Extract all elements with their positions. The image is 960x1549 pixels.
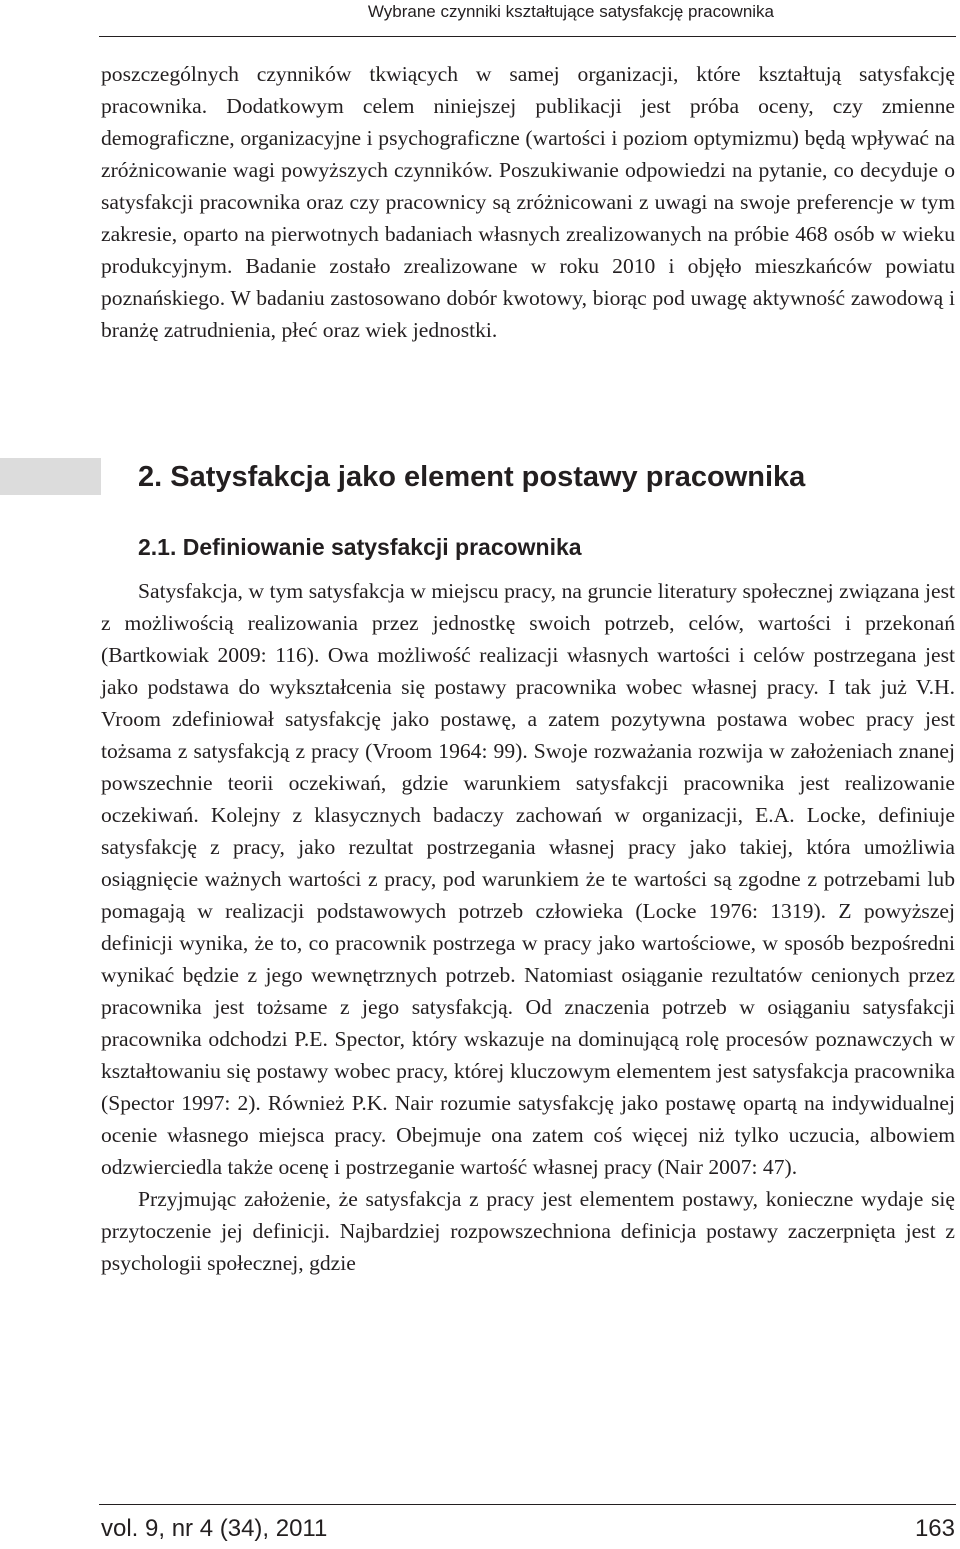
header-rule bbox=[99, 36, 956, 37]
intro-paragraph: poszczególnych czynników tkwiących w samej organizacji, które kształtują satysfakcję pracownika. Dodatkowym celem niniejszej publikacji jest próba oceny, czy zmienne demograficzne, organizacyjne i psychograficzne (wartości i poziom optymizmu) będą wpływać na zróżnicowanie wagi powyższych czynników. Poszukiwanie odpowiedzi na pytanie, co decyduje o satysfakcji pracownika oraz czy pracownicy są zróżnicowani z uwagi na swoje preferencje w tym zakresie, oparto na pierwotnych badaniach własnych zrealizowanych na próbie 468 osób w wieku produkcyjnym. Badanie zostało zrealizowane w roku 2010 i objęło mieszkańców powiatu poznańskiego. W badaniu zastosowano dobór kwotowy, biorąc pod uwagę aktywność zawodową i branżę zatrudnienia, płeć oraz wiek jednostki. bbox=[101, 62, 955, 342]
footer-rule bbox=[99, 1504, 956, 1505]
section-heading: 2. Satysfakcja jako element postawy pracownika bbox=[138, 461, 806, 493]
page-footer bbox=[101, 1512, 955, 1546]
section-body bbox=[101, 575, 955, 1279]
page-number: 163 bbox=[914, 1515, 955, 1542]
running-title: Wybrane czynniki kształtujące satysfakcję pracownika bbox=[367, 2, 774, 21]
section-marker bbox=[0, 458, 101, 495]
intro-text bbox=[101, 58, 955, 346]
running-header bbox=[0, 0, 960, 24]
body-paragraph-2: Przyjmując założenie, że satysfakcja z pracy jest elementem postawy, konieczne wydaje się przytoczenie jej definicji. Najbardziej rozpowszechniona definicja postawy zaczerpnięta jest z psychologii społecznej, gdzie bbox=[101, 1187, 955, 1275]
journal-issue: vol. 9, nr 4 (34), 2011 bbox=[101, 1515, 328, 1542]
subsection-heading: 2.1. Definiowanie satysfakcji pracownika bbox=[138, 534, 582, 560]
body-paragraph-1: Satysfakcja, w tym satysfakcja w miejscu pracy, na gruncie literatury społecznej związana jest z możliwością realizowania przez jednostkę swoich potrzeb, celów, wartości i przekonań (Bartkowiak 2009: 116). Owa możliwość realizacji własnych wartości i celów postrzegana jest jako podstawa do wykształcenia się postawy pracownika wobec własnej pracy. I tak już V.H. Vroom zdefiniował satysfakcję jako postawę, a zatem pozytywna postawa wobec pracy jest tożsama z satysfakcją z pracy (Vroom 1964: 99). Swoje rozważania rozwija w założeniach znanej powszechnie teorii oczekiwań, gdzie warunkiem satysfakcji pracownika jest realizowanie oczekiwań. Kolejny z klasycznych badaczy zachowań w organizacji, E.A. Locke, definiuje satysfakcję z pracy, jako rezultat postrzegania własnej pracy jako takiej, która umożliwia osiągnięcie ważnych wartości z pracy, pod warunkiem że te wartości są zgodne z potrzebami lub pomagają w realizacji podstawowych potrzeb człowieka (Locke 1976: 1319). Z powyższej definicji wynika, że to, co pracownik postrzega w pracy jako wartościowe, w sposób bezpośredni wynikać będzie z jego wewnętrznych potrzeb. Natomiast osiąganie rezultatów cenionych przez pracownika jest tożsame z jego satysfakcją. Od znaczenia potrzeb w osiąganiu satysfakcji pracownika odchodzi P.E. Spector, który wskazuje na dominującą rolę procesów poznawczych w kształtowaniu się postawy wobec pracy, której kluczowym elementem jest satysfakcja pracownika (Spector 1997: 2). Również P.K. Nair rozumie satysfakcję jako postawę opartą na indywidualnej ocenie własnego miejsca pracy. Obejmuje ona zatem coś więcej niż tylko uczucia, albowiem odzwierciedla także ocenę i postrzeganie wartość własnej pracy (Nair 2007: 47). bbox=[101, 579, 955, 1179]
